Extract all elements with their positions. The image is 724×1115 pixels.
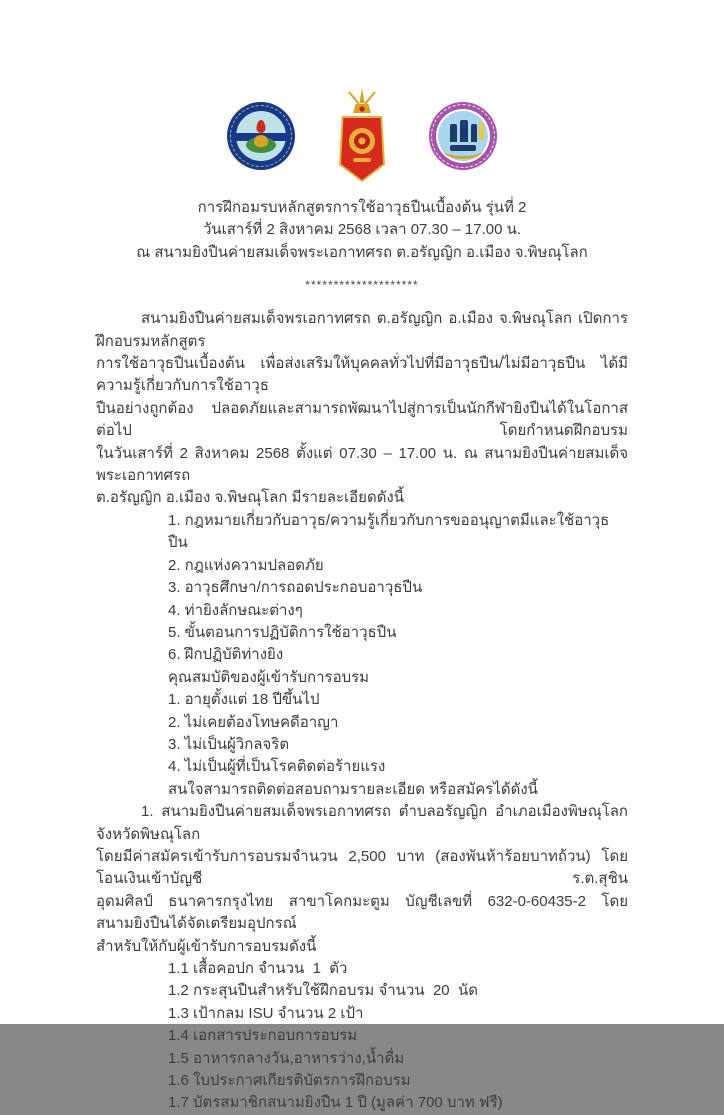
registration-paragraph <box>96 801 633 958</box>
intro-line: ต.อรัญญิก อ.เมือง จ.พิษณุโลก มีรายละเอียดดังนี้ <box>96 489 405 507</box>
intro-line: ปืนอย่างถูกต้อง ปลอดภัยและสามารถพัฒนาไปสู่การเป็นนักกีฬายิงปืนได้ในโอกาสต่อไป โดยกำหนดฝึกอบรม <box>96 399 628 440</box>
equipment-item: 1.1 เสื้อคอปก จำนวน 1 ตัว <box>168 960 348 977</box>
intro-line: การใช้อาวุธปืนเบื้องต้น เพื่อส่งเสริมให้บุคคลทั่วไปที่มีอาวุธปืน/ไม่มีอาวุธปืน ได้มีความรู้เกี่ยวกับการใช้อาวุธ <box>96 355 628 395</box>
qualification-item: 2. ไม่เคยต้องโทษคดีอาญา <box>168 713 339 731</box>
topic-item: 1. กฎหมายเกี่ยวกับอาวุธ/ความรู้เกี่ยวกับการขออนุญาตมีและใช้อาวุธปืน <box>168 511 610 552</box>
contact-note: สนใจสามารถติดต่อสอบถามรายละเอียด หรือสมัครได้ดังนี้ <box>168 780 538 798</box>
lotus-icon <box>254 135 268 147</box>
title-line: ณ สนามยิงปืนค่ายสมเด็จพระเอกาทศรถ ต.อรัญญิก อ.เมือง จ.พิษณุโลก <box>136 243 588 261</box>
registration-line: โดยมีค่าสมัครเข้ารับการอบรมจำนวน 2,500 บาท (สองพันห้าร้อยบาทถ้วน) โดยโอนเงินเข้าบัญชี ร.ต.สุชิน <box>96 847 628 888</box>
equipment-item: 1.4 เอกสารประกอบการอบรม <box>168 1027 358 1045</box>
intro-paragraph <box>96 308 628 510</box>
title-line: การฝึกอมรบหลักสูตรการใช้อาวุธปืนเบื้องต้น รุ่นที่ 2 <box>197 199 527 216</box>
equipment-item: 1.2 กระสุนปืนสำหรับใช้ฝึกอบรม จำนวน 20 นัด <box>168 982 478 1000</box>
royal-standard-banner-icon <box>333 88 391 183</box>
registration-line: 1. สนามยิงปืนค่ายสมเด็จพรเอกาทศรถ ตำบลอรัญญิก อำเภอเมืองพิษณุโลก จังหวัดพิษณุโลก <box>96 803 633 843</box>
topic-item: 3. อาวุธศึกษา/การถอดประกอบอาวุธปืน <box>168 579 423 597</box>
equipment-list <box>96 958 628 1115</box>
topic-item: 4. ท่ายิงลักษณะต่างๆ <box>168 601 303 619</box>
soldier-figure-icon <box>471 124 477 142</box>
banner-emblem-dot <box>359 138 366 145</box>
soldier-figure-icon <box>460 120 468 142</box>
laurel-arc-icon <box>443 142 483 159</box>
banner-shape <box>339 116 385 182</box>
title-line: วันเสาร์ที่ 2 สิงหาคม 2568 เวลา 07.30 – 17.00 น. <box>202 221 522 239</box>
intro-line: สนามยิงปืนค่ายสมเด็จพรเอกาทศรถ ต.อรัญญิก อ.เมือง จ.พิษณุโลก เปิดการฝึกอบรมหลักสูตร <box>96 310 628 350</box>
registration-line: อุดมศิลป์ ธนาคารกรุงไทย สาขาโคกมะตูม บัญชีเลขที่ 632-0-60435-2 โดยสนามยิงปืนได้จัดเตรียมอุปกรณ์ <box>96 892 628 933</box>
qualifications-heading: คุณสมบัติของผู้เข้ารับการอบรม <box>168 668 370 686</box>
equipment-item: 1.3 เป้ากลม ISU จำนวน 2 เป้า <box>168 1004 364 1022</box>
header-logos <box>0 0 724 183</box>
asterisk-separator: ******************** <box>305 278 419 293</box>
soldier-figure-icon <box>450 124 457 142</box>
qualification-item: 1. อายุตั้งแต่ 18 ปีขึ้นไป <box>168 691 320 709</box>
banner-emblem-icon <box>349 128 375 154</box>
equipment-item: 1.5 อาหารกลางวัน,อาหารว่าง,น้ำดื่ม <box>168 1049 405 1067</box>
topic-item: 6. ฝึกปฏิบัติท่างยิง <box>168 646 284 664</box>
army-unit-emblem-icon <box>227 102 295 170</box>
equipment-item: 1.7 บัตรสมาชิกสนามยิงปืน 1 ปี (มูลค่า 700 บาท ฟรี) <box>168 1094 503 1112</box>
rifle-figure-icon <box>479 123 484 140</box>
qualifications-section <box>96 667 628 801</box>
document-body <box>96 197 633 1115</box>
topic-item: 2. กฎแห่งความปลอดภัย <box>168 556 324 574</box>
crown-rays-icon <box>342 88 382 118</box>
intro-line: ในวันเสาร์ที่ 2 สิงหาคม 2568 ตั้งแต่ 07.30 – 17.00 น. ณ สนามยิงปืนค่ายสมเด็จพระเอกาทศรถ <box>96 444 628 485</box>
flame-icon <box>257 120 266 133</box>
equipment-item: 1.6 ใบประกาศเกียรติบัตรการฝึกอบรม <box>168 1072 411 1090</box>
qualification-item: 3. ไม่เป็นผู้วิกลจริต <box>168 735 290 753</box>
emblem-inner-field <box>438 111 488 161</box>
shooting-range-emblem-icon <box>429 102 497 170</box>
registration-line: สำหรับให้กับผู้เข้ารับการอบรมดังนี้ <box>96 937 317 955</box>
course-topics-list <box>96 510 628 667</box>
document-title <box>96 197 628 264</box>
emblem-inner-field <box>236 111 286 161</box>
banner-scroll <box>353 158 371 162</box>
topic-item: 5. ขั้นตอนการปฏิบัติการใช้อาวุธปืน <box>168 623 397 641</box>
qualification-item: 4. ไม่เป็นผู้ที่เป็นโรคติดต่อร้ายแรง <box>168 758 386 776</box>
